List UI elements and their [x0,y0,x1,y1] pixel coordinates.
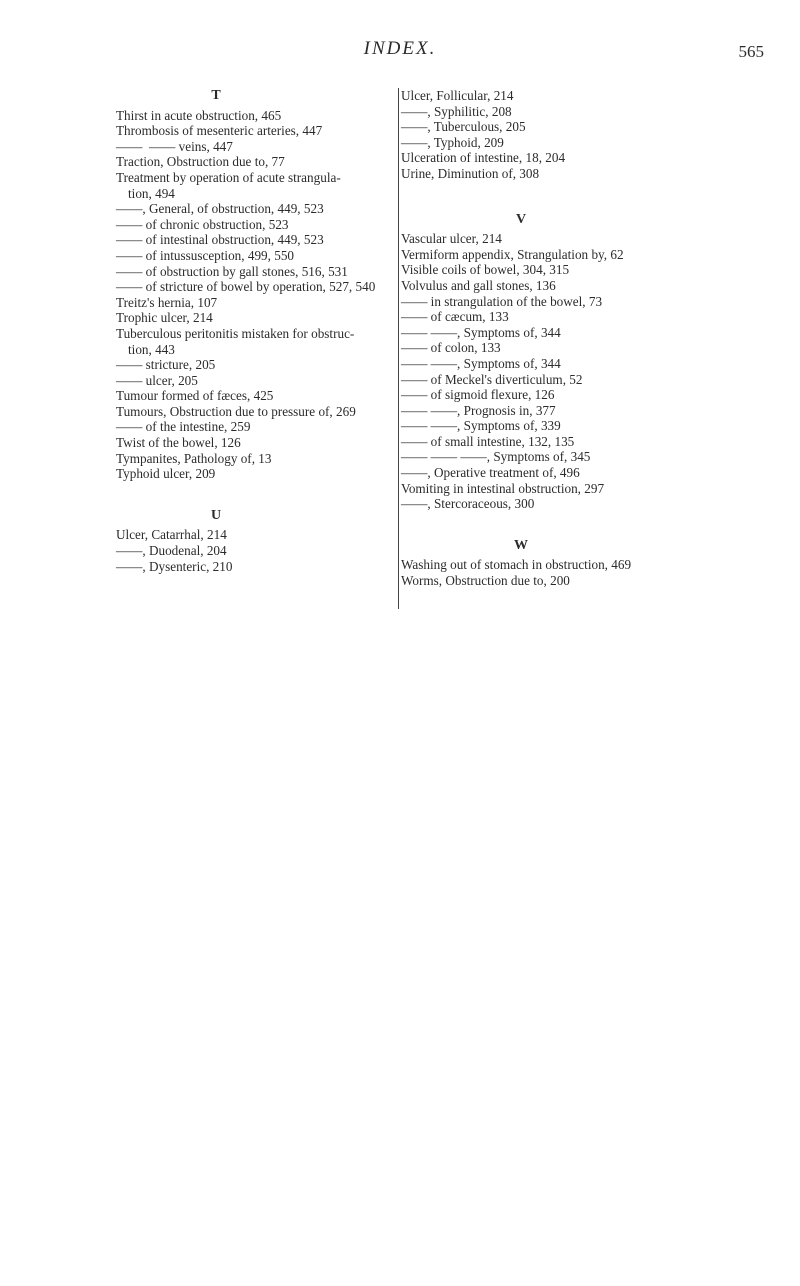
index-entry-text: Tumour formed of fæces, 425 [116,388,274,404]
index-entry-text: Worms, Obstruction due to, 200 [401,573,570,589]
index-entry-text: Vascular ulcer, 214 [401,231,502,247]
index-entry-text: —— ulcer, 205 [116,372,198,388]
index-entry [401,262,739,278]
index-entry [401,356,739,372]
index-entry-text: —— stricture, 205 [116,357,216,373]
index-entry [116,264,406,280]
index-entry-text: Thirst in acute obstruction, 465 [116,107,282,123]
index-entry-text: ——, Dysenteric, 210 [116,558,233,574]
index-entry-text: ——, Tuberculous, 205 [401,119,526,135]
index-entry-text: Washing out of stomach in obstruction, 469 [401,557,632,573]
index-entry-text: ——, Stercoraceous, 300 [401,496,535,512]
index-entry-text: Treatment by operation of acute strangula- [116,169,341,185]
index-entry-text: —— ——, Symptoms of, 339 [401,418,561,434]
index-entry [401,449,739,465]
index-entry [116,201,406,217]
index-entry-text: Vermiform appendix, Strangulation by, 62 [401,246,624,262]
index-entry [401,150,739,166]
index-entry [116,232,406,248]
index-entry [401,294,739,310]
index-entry-text: —— of intestinal obstruction, 449, 523 [116,232,324,248]
index-entry [116,310,406,326]
index-entry [116,248,406,264]
index-entry [401,104,739,120]
page-number: 565 [738,42,764,61]
index-entry-text: Volvulus and gall stones, 136 [401,277,556,293]
index-entry-text: —— in strangulation of the bowel, 73 [401,293,603,309]
index-entry [401,340,739,356]
index-entry-text: ——, Syphilitic, 208 [401,103,512,119]
index-entry [401,325,739,341]
index-section [401,88,739,182]
index-entry [116,123,406,139]
index-entry [401,465,739,481]
index-entry-text: —— of colon, 133 [401,340,501,356]
index-entry [401,88,739,104]
index-entry [116,527,406,543]
index-entry [401,231,739,247]
index-entry-text: —— ——, Symptoms of, 344 [401,355,561,371]
index-entry-text: Vomiting in intestinal obstruction, 297 [401,480,605,496]
index-entry-text: Tympanites, Pathology of, 13 [116,450,272,466]
index-entry-text: Visible coils of bowel, 304, 315 [401,262,570,278]
section-letter: U [210,507,222,523]
index-entry [401,557,739,573]
index-entry [401,403,739,419]
index-entry-text: Ulcer, Catarrhal, 214 [116,527,227,543]
index-entry-text: ——, Duodenal, 204 [116,543,227,559]
index-entry [116,326,406,357]
index-entry-text: —— of Meckel's diverticulum, 52 [401,371,583,387]
index-entry [401,434,739,450]
index-entry-text: ——, Operative treatment of, 496 [401,465,580,481]
index-entry-text: Thrombosis of mesenteric arteries, 447 [116,123,323,139]
index-section [116,508,406,574]
index-entry-text: Twist of the bowel, 126 [116,435,241,451]
index-entry [401,481,739,497]
index-entry-text: —— of stricture of bowel by operation, 527, 540 [116,279,376,295]
index-entry-continuation: tion, 443 [128,341,175,357]
index-entry [116,543,406,559]
index-entry [401,247,739,263]
index-entry-text: ——, General, of obstruction, 449, 523 [116,201,324,217]
index-entry-text: ——, Typhoid, 209 [401,134,504,150]
index-section [401,538,739,589]
index-column-left [116,88,406,594]
index-entry [401,496,739,512]
index-entry [116,419,406,435]
index-entry [401,418,739,434]
index-entry [116,466,406,482]
index-entry [116,451,406,467]
page-title: INDEX. [363,38,437,59]
index-entry [116,373,406,389]
index-entry [116,559,406,575]
index-entry-text: Traction, Obstruction due to, 77 [116,154,285,170]
index-entry-continuation: tion, 494 [128,185,175,201]
index-entry [401,309,739,325]
index-entry-text: Trophic ulcer, 214 [116,310,213,326]
index-entry-text: —— ——, Symptoms of, 344 [401,324,561,340]
index-entry [116,108,406,124]
index-entry-text: —— of intussusception, 499, 550 [116,247,295,263]
index-entry [116,435,406,451]
index-entry [116,388,406,404]
index-entry [116,279,406,295]
index-entry [116,295,406,311]
index-entry-text: —— of the intestine, 259 [116,419,251,435]
index-entry-text: —— ——, Prognosis in, 377 [401,402,556,418]
index-entry-text: Treitz's hernia, 107 [116,294,218,310]
index-column-right [398,88,739,609]
index-entry [401,573,739,589]
index-entry [116,357,406,373]
index-entry-text: Ulceration of intestine, 18, 204 [401,150,566,166]
index-entry-text: Tuberculous peritonitis mistaken for obstruc- [116,325,355,341]
section-letter: V [515,211,527,227]
index-entry [401,119,739,135]
index-entry-text: —— —— veins, 447 [116,138,233,154]
index-entry-text: Typhoid ulcer, 209 [116,466,216,482]
index-section [401,212,739,512]
index-entry [116,404,406,420]
index-entry [401,387,739,403]
index-entry-text: —— of cæcum, 133 [401,309,509,325]
section-letter: W [514,537,528,553]
index-entry-text: —— of small intestine, 132, 135 [401,433,575,449]
index-entry [401,278,739,294]
index-entry [401,166,739,182]
index-entry-text: —— of obstruction by gall stones, 516, 531 [116,263,348,279]
index-entry-text: Ulcer, Follicular, 214 [401,88,514,103]
index-entry [116,139,406,155]
index-entry-text: —— of chronic obstruction, 523 [116,216,289,232]
index-entry [116,154,406,170]
index-entry-text: Urine, Diminution of, 308 [401,165,540,181]
index-entry-text: —— —— ——, Symptoms of, 345 [401,449,591,465]
index-entry [401,135,739,151]
index-entry [401,372,739,388]
index-section [116,88,406,482]
index-entry [116,217,406,233]
index-entry [116,170,406,201]
index-entry-text: Tumours, Obstruction due to pressure of, 269 [116,403,356,419]
section-letter: T [211,88,221,103]
index-entry-text: —— of sigmoid flexure, 126 [401,387,555,403]
